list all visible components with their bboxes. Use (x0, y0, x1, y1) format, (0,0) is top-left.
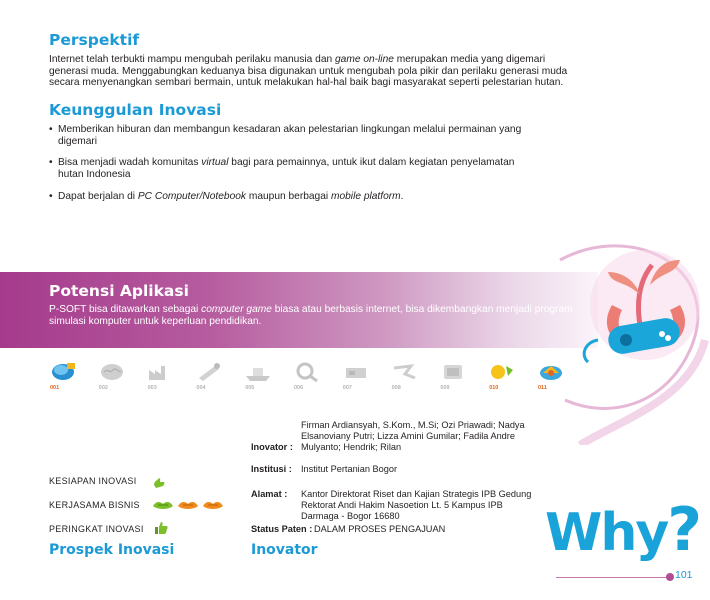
icon-number: 006 (294, 385, 304, 391)
game-controller-plant-illustration (540, 230, 710, 445)
icon-number: 005 (245, 385, 255, 391)
page-footer-dot (666, 573, 674, 581)
satellite-dish-icon-graphic (49, 360, 77, 382)
syringe-icon (193, 358, 227, 398)
icon-number: 008 (391, 385, 401, 391)
bullet-dot: • (49, 191, 53, 202)
magnifier-icon-graphic (293, 360, 321, 382)
keunggulan-bullet-2: • Bisa menjadi wadah komunitas virtual bagi para pemainnya, untuk ikut dalam kegiatan penyelamatan hutan Indonesia (49, 157, 515, 180)
ship-icon (242, 358, 276, 398)
icon-number: 003 (147, 385, 157, 391)
keunggulan-bullet-3: • Dapat berjalan di PC Computer/Notebook maupun berbagai mobile platform. (49, 191, 404, 202)
tablet-icon (437, 358, 471, 398)
brain-icon-graphic (98, 360, 126, 382)
wind-icon (389, 358, 423, 398)
gauge-icon-graphic (537, 360, 565, 382)
icon-number: 001 (50, 385, 60, 391)
wind-icon-graphic (391, 360, 419, 382)
alamat-value: Kantor Direktorat Riset dan Kajian Strategis IPB Gedung Rektorat Andi Hakim Nasoetion Lt. 5 Kampus IPB Darmaga - Bogor 16680 (301, 489, 532, 522)
icon-number: 004 (196, 385, 206, 391)
recycle-icon-graphic (488, 360, 516, 382)
potensi-heading: Potensi Aplikasi (49, 282, 189, 300)
icon-number: 002 (98, 385, 108, 391)
icon-number: 009 (440, 385, 450, 391)
tablet-icon-graphic (439, 360, 467, 382)
institusi-label: Institusi : (251, 464, 292, 474)
ship-icon-graphic (244, 360, 272, 382)
icon-number: 007 (342, 385, 352, 391)
icon-number: 011 (538, 385, 547, 391)
keunggulan-heading: Keunggulan Inovasi (49, 101, 222, 119)
thumbs-up-icon (153, 520, 169, 536)
gauge-icon (535, 358, 569, 398)
inovator-names: Firman Ardiansyah, S.Kom., M.Si; Ozi Priawadi; Nadya Elsanoviany Putri; Lizza Amini Gumilar; Fadila Andre Mulyanto; Hendrik; Rilan (301, 420, 525, 453)
alamat-label: Alamat : (251, 489, 288, 499)
page-number: 101 (675, 569, 693, 581)
handshake-icons (152, 498, 224, 512)
bullet-dot: • (49, 124, 53, 135)
magnifier-icon (291, 358, 325, 398)
machine-icon (340, 358, 374, 398)
potensi-paragraph: P-SOFT bisa ditawarkan sebagai computer game biasa atau berbasis internet, bisa dikembangkan menjadi program simulasi komputer untuk keperluan pendidikan. (49, 304, 573, 327)
peringkat-inovasi-label: PERINGKAT INOVASI (49, 524, 144, 534)
inovator-label: Inovator : (251, 442, 293, 452)
status-paten-value: DALAM PROSES PENGAJUAN (314, 524, 446, 534)
recycle-icon (486, 358, 520, 398)
syringe-icon-graphic (195, 360, 223, 382)
bullet-dot: • (49, 157, 53, 168)
institusi-value: Institut Pertanian Bogor (301, 464, 398, 474)
satellite-dish-icon (47, 358, 81, 398)
status-paten-label: Status Paten : (251, 524, 313, 534)
machine-icon-graphic (342, 360, 370, 382)
factory-icon-graphic (147, 360, 175, 382)
kerjasama-bisnis-label: KERJASAMA BISNIS (49, 500, 140, 510)
page-footer-line (556, 577, 670, 578)
icon-number: 010 (489, 385, 499, 391)
factory-icon (145, 358, 179, 398)
prospek-inovasi-heading: Prospek Inovasi (49, 542, 175, 558)
readiness-hand-icon (152, 476, 166, 490)
inovator-heading: Inovator (251, 542, 318, 558)
why-logo: Why? (545, 495, 701, 565)
keunggulan-bullet-1: • Memberikan hiburan dan membangun kesadaran akan pelestarian lingkungan melalui permainan yang digemari (49, 124, 522, 147)
perspektif-paragraph: Internet telah terbukti mampu mengubah perilaku manusia dan game on-line merupakan media yang digemari generasi muda. Menggabungkan keduanya bisa digunakan untuk mengubah pola pikir dan perilaku generasi muda secara menyenangkan sembari bermain, untuk melakukan hal-hal baik bagi masyarakat seperti pelestarian hutan. (49, 54, 568, 89)
brain-icon (96, 358, 130, 398)
perspektif-heading: Perspektif (49, 31, 140, 49)
kesiapan-inovasi-label: KESIAPAN INOVASI (49, 476, 137, 486)
